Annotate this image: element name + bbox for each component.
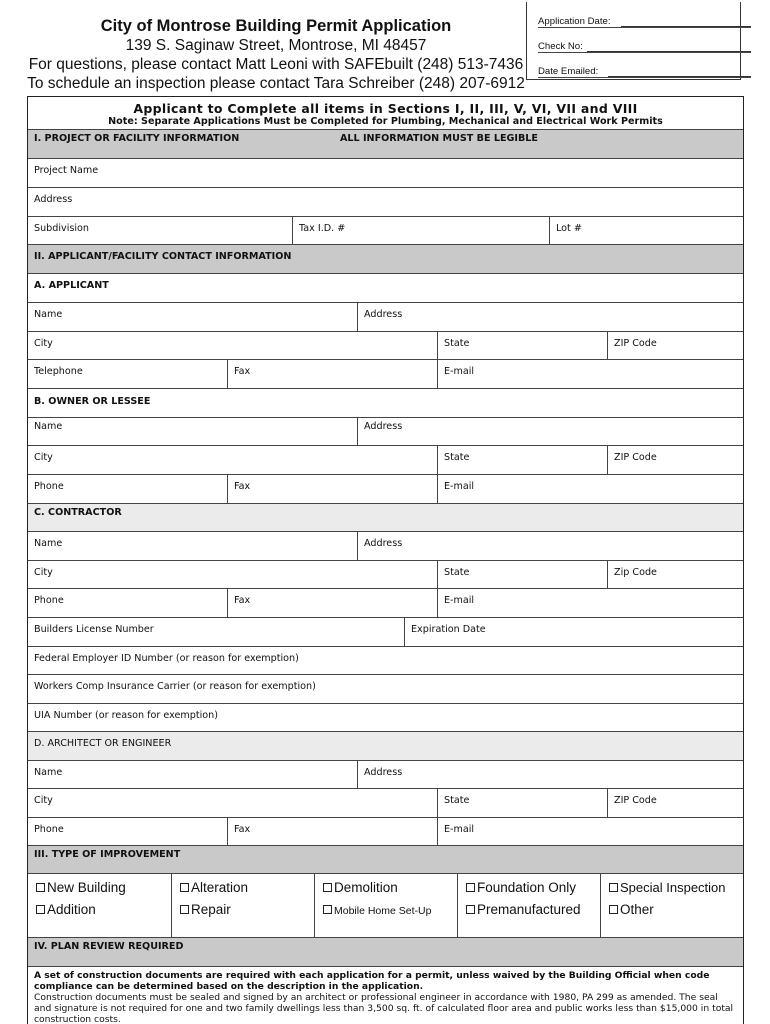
section-3-title: III. TYPE OF IMPROVEMENT <box>34 849 181 860</box>
city-address: 139 S. Saginaw Street, Montrose, MI 48457 <box>125 37 427 54</box>
applicant-city-row <box>28 332 743 360</box>
section-2-title: II. APPLICANT/FACILITY CONTACT INFORMATION <box>34 251 292 262</box>
option-other-label: Other <box>620 902 654 917</box>
owner-fax-field[interactable]: Fax <box>227 475 437 503</box>
contractor-license-row <box>28 618 743 647</box>
section-2-heading <box>28 245 743 274</box>
plan-review-body-text: Construction documents must be sealed and signed by an architect or professional engineer in accordance with 1980, PA 299 as amended. The seal and signature is not required for one and two family dwellings less than 3,500 sq. ft. of calculated floor area and public works less than $15,000 in total construction costs. <box>34 992 734 1024</box>
subdivision-row <box>28 217 743 245</box>
architect-state-field[interactable]: State <box>437 789 607 817</box>
lot-field[interactable]: Lot # <box>549 217 745 244</box>
contractor-fax-field[interactable]: Fax <box>227 589 437 617</box>
option-demolition[interactable] <box>323 880 398 895</box>
check-no-field[interactable] <box>587 42 751 52</box>
applicant-email-field[interactable]: E-mail <box>437 360 745 388</box>
office-use-box <box>526 2 741 80</box>
instructions-banner <box>28 97 743 130</box>
section-3-heading <box>28 846 743 874</box>
checkbox-repair[interactable] <box>180 905 189 914</box>
architect-phone-row <box>28 818 743 846</box>
inspection-contact: To schedule an inspection please contact Tara Schreiber (248) 207-6912 <box>27 75 525 92</box>
applicant-title: A. APPLICANT <box>34 280 109 291</box>
improvement-col-2 <box>171 874 314 937</box>
architect-name-row <box>28 761 743 789</box>
workers-comp-row <box>28 675 743 704</box>
contractor-state-field[interactable]: State <box>437 561 607 588</box>
architect-email-field[interactable]: E-mail <box>437 818 745 845</box>
option-repair-label: Repair <box>191 902 231 917</box>
improvement-col-3 <box>314 874 457 937</box>
owner-phone-row <box>28 475 743 504</box>
form-title: City of Montrose Building Permit Application <box>100 17 452 35</box>
subdivision-field[interactable]: Subdivision <box>34 223 89 234</box>
questions-contact: For questions, please contact Matt Leoni with SAFEbuilt (248) 513-7436 <box>28 56 524 73</box>
applicant-name-field[interactable]: Name <box>34 309 63 320</box>
plan-review-text <box>28 967 743 1024</box>
contractor-zip-field[interactable]: Zip Code <box>607 561 745 588</box>
option-new-building[interactable] <box>36 880 126 895</box>
applicant-zip-field[interactable]: ZIP Code <box>607 332 745 359</box>
contractor-title: C. CONTRACTOR <box>34 507 122 518</box>
applicant-phone-row <box>28 360 743 389</box>
section-4-title: IV. PLAN REVIEW REQUIRED <box>34 941 184 952</box>
contractor-name-field[interactable]: Name <box>34 538 63 549</box>
architect-zip-field[interactable]: ZIP Code <box>607 789 745 817</box>
owner-state-field[interactable]: State <box>437 446 607 474</box>
improvement-type-options <box>28 874 743 938</box>
owner-title: B. OWNER OR LESSEE <box>34 396 151 407</box>
owner-city-row <box>28 446 743 475</box>
checkbox-mobile-home[interactable] <box>323 905 332 914</box>
checkbox-addition[interactable] <box>36 905 45 914</box>
project-address-row <box>28 188 743 217</box>
contractor-phone-row <box>28 589 743 618</box>
option-addition[interactable] <box>36 902 96 917</box>
section-4-heading <box>28 938 743 967</box>
option-repair[interactable] <box>180 902 231 917</box>
fein-field[interactable]: Federal Employer ID Number (or reason for exemption) <box>34 653 299 664</box>
owner-city-field[interactable]: City <box>34 452 53 463</box>
contractor-heading <box>28 504 743 532</box>
applicant-heading <box>28 274 743 303</box>
checkbox-premanufactured[interactable] <box>466 905 475 914</box>
option-special-inspection-label: Special Inspection <box>620 880 726 895</box>
applicant-state-field[interactable]: State <box>437 332 607 359</box>
check-no-row <box>538 39 751 53</box>
checkbox-demolition[interactable] <box>323 883 332 892</box>
uia-field[interactable]: UIA Number (or reason for exemption) <box>34 710 218 721</box>
option-premanufactured-label: Premanufactured <box>477 902 581 917</box>
date-emailed-label: Date Emailed: <box>538 66 599 77</box>
owner-name-field[interactable]: Name <box>34 421 63 432</box>
tax-id-field[interactable]: Tax I.D. # <box>292 217 549 244</box>
improvement-col-5 <box>600 874 745 937</box>
architect-name-field[interactable]: Name <box>34 767 63 778</box>
option-other[interactable] <box>609 902 654 917</box>
contractor-city-field[interactable]: City <box>34 567 53 578</box>
architect-fax-field[interactable]: Fax <box>227 818 437 845</box>
instructions-title: Applicant to Complete all items in Sections I, II, III, V, VI, VII and VIII <box>133 101 638 116</box>
workers-comp-field[interactable]: Workers Comp Insurance Carrier (or reason for exemption) <box>34 681 316 692</box>
option-demolition-label: Demolition <box>334 880 398 895</box>
checkbox-alteration[interactable] <box>180 883 189 892</box>
owner-phone-field[interactable]: Phone <box>34 481 64 492</box>
architect-address-field[interactable]: Address <box>357 761 745 788</box>
permit-form <box>27 96 744 1024</box>
option-mobile-home[interactable] <box>323 905 431 917</box>
option-foundation-only[interactable] <box>466 880 576 895</box>
option-new-building-label: New Building <box>47 880 126 895</box>
builders-license-field[interactable]: Builders License Number <box>34 624 154 635</box>
owner-heading <box>28 389 743 418</box>
option-special-inspection[interactable] <box>609 880 726 895</box>
owner-name-row <box>28 418 743 446</box>
architect-phone-field[interactable]: Phone <box>34 824 64 835</box>
date-emailed-field[interactable] <box>608 67 751 77</box>
contractor-city-row <box>28 561 743 589</box>
improvement-col-1 <box>28 874 171 937</box>
option-addition-label: Addition <box>47 902 96 917</box>
fein-row <box>28 647 743 675</box>
contractor-phone-field[interactable]: Phone <box>34 595 64 606</box>
checkbox-special-inspection[interactable] <box>609 883 618 892</box>
check-no-label: Check No: <box>538 41 583 52</box>
section-1-title: I. PROJECT OR FACILITY INFORMATION <box>34 133 240 144</box>
owner-email-field[interactable]: E-mail <box>437 475 745 503</box>
legible-notice: ALL INFORMATION MUST BE LEGIBLE <box>340 133 538 144</box>
checkbox-foundation-only[interactable] <box>466 883 475 892</box>
application-date-row <box>538 14 751 28</box>
owner-address-field[interactable]: Address <box>357 418 745 445</box>
applicant-city-field[interactable]: City <box>34 338 53 349</box>
date-emailed-row <box>538 64 751 78</box>
applicant-telephone-field[interactable]: Telephone <box>34 366 83 377</box>
applicant-fax-field[interactable]: Fax <box>227 360 437 388</box>
option-foundation-only-label: Foundation Only <box>477 880 577 895</box>
checkbox-new-building[interactable] <box>36 883 45 892</box>
option-mobile-home-label: Mobile Home Set-Up <box>334 905 432 917</box>
license-expiration-field[interactable]: Expiration Date <box>404 618 745 646</box>
architect-heading <box>28 732 743 761</box>
application-date-label: Application Date: <box>538 16 611 27</box>
architect-city-row <box>28 789 743 818</box>
improvement-col-4 <box>457 874 600 937</box>
instructions-note: Note: Separate Applications Must be Completed for Plumbing, Mechanical and Electrical Work Permits <box>108 116 663 127</box>
architect-title: D. ARCHITECT OR ENGINEER <box>34 738 172 749</box>
project-address-field[interactable]: Address <box>34 194 73 205</box>
project-name-row <box>28 159 743 188</box>
uia-row <box>28 704 743 732</box>
option-premanufactured[interactable] <box>466 902 581 917</box>
applicant-name-row <box>28 303 743 332</box>
applicant-address-field[interactable]: Address <box>357 303 745 331</box>
architect-city-field[interactable]: City <box>34 795 53 806</box>
checkbox-other[interactable] <box>609 905 618 914</box>
option-alteration[interactable] <box>180 880 248 895</box>
option-alteration-label: Alteration <box>191 880 249 895</box>
plan-review-bold-text: A set of construction documents are required with each application for a permit, unless waived by the Building Official when code compliance can be determined based on the description in the application. <box>34 970 710 992</box>
contractor-address-field[interactable]: Address <box>357 532 745 560</box>
contractor-email-field[interactable]: E-mail <box>437 589 745 617</box>
project-name-field[interactable]: Project Name <box>34 165 99 176</box>
application-date-field[interactable] <box>621 17 751 27</box>
section-1-heading <box>28 130 743 159</box>
contractor-name-row <box>28 532 743 561</box>
owner-zip-field[interactable]: ZIP Code <box>607 446 745 474</box>
